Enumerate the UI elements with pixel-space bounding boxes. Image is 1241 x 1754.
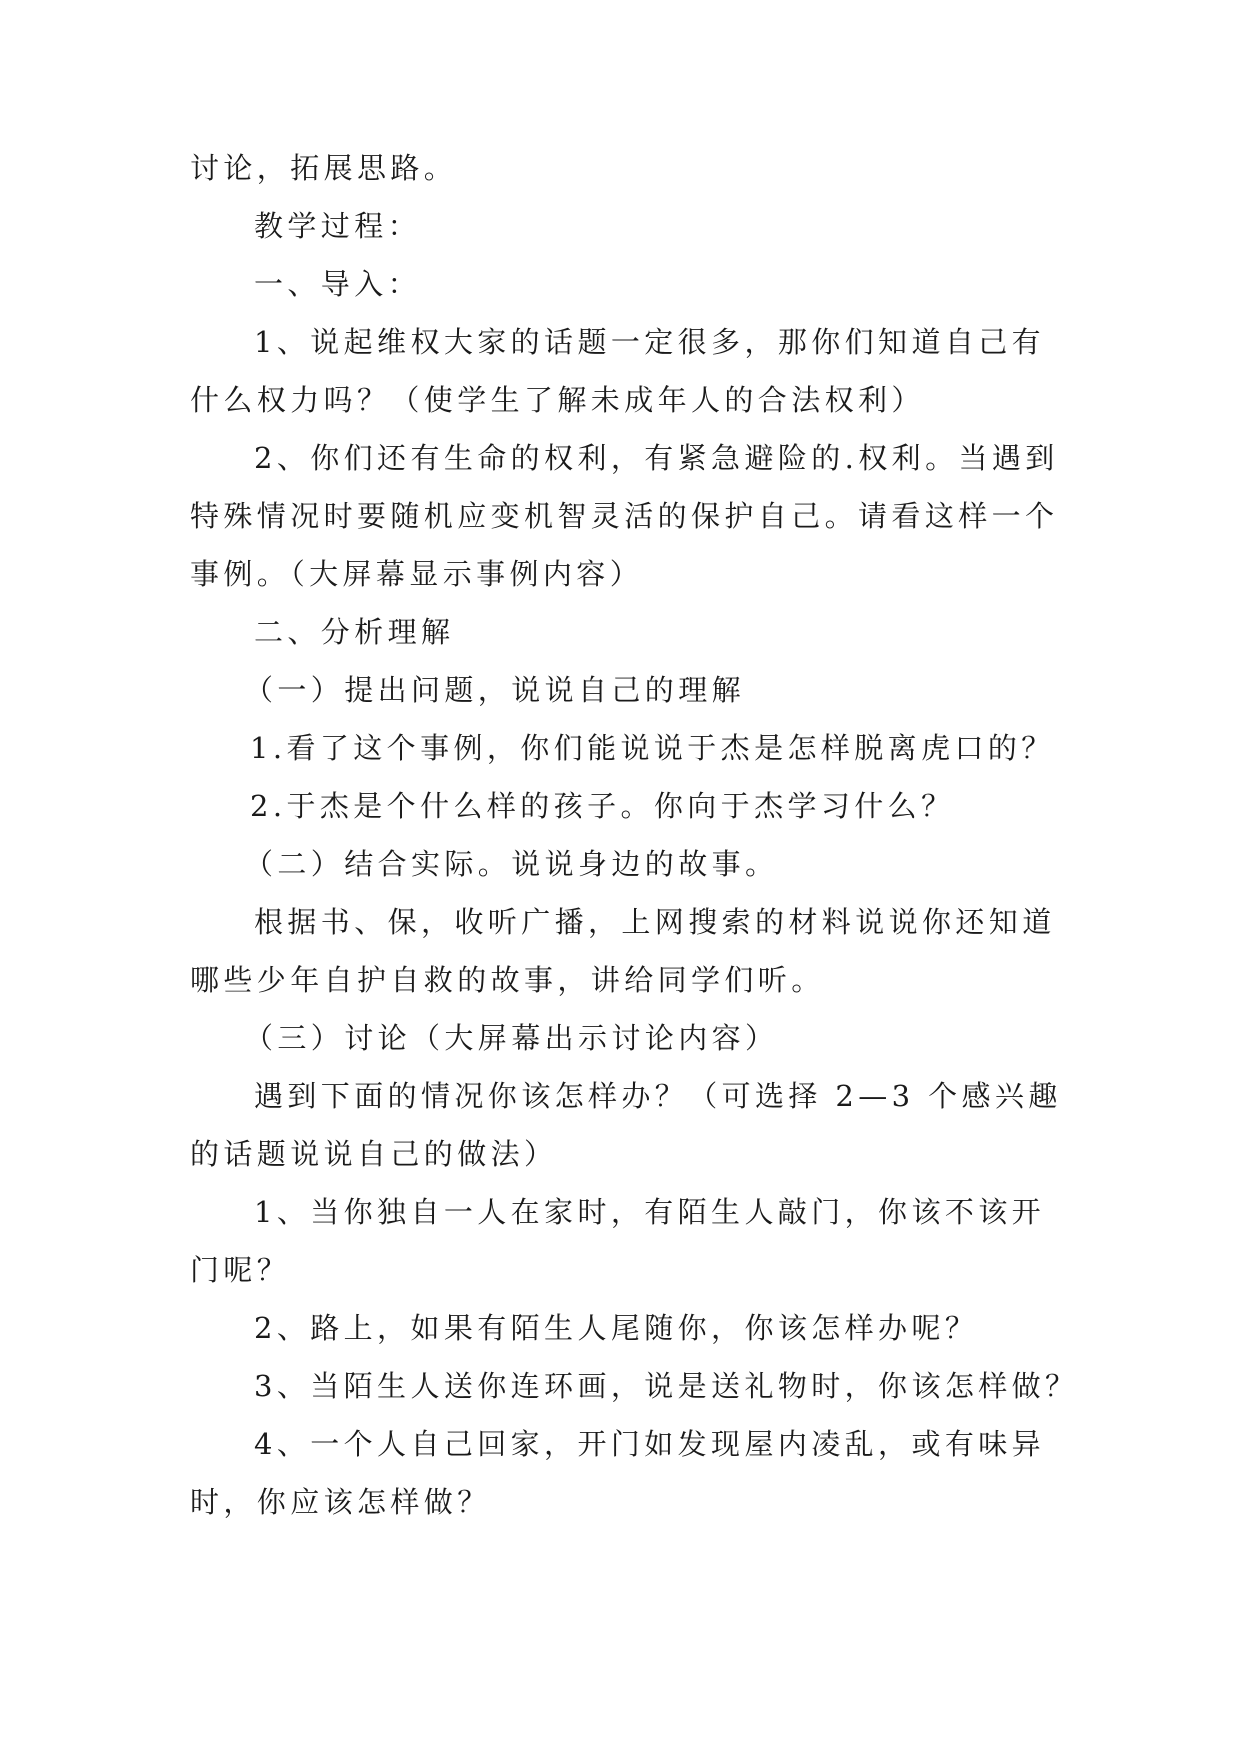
heading-teaching-process: 教学过程：: [254, 209, 422, 243]
text-line: 根据书、保，收听广播，上网搜索的材料说说你还知道: [254, 905, 1056, 939]
subheading-stories: （二）结合实际。说说身边的故事。: [244, 847, 779, 881]
text-line: 2.于杰是个什么样的孩子。你向于杰学习什么？: [250, 789, 955, 823]
text-line: 2、路上，如果有陌生人尾随你，你该怎样办呢？: [254, 1311, 979, 1345]
text-line: 事例。（大屏幕显示事例内容）: [190, 557, 644, 591]
text-line: 2、你们还有生命的权利，有紧急避险的.权利。当遇到: [254, 441, 1059, 475]
text-line: 遇到下面的情况你该怎样办？（可选择 2—3 个感兴趣: [254, 1079, 1062, 1113]
text-line: 门呢？: [190, 1253, 291, 1287]
text-line: 3、当陌生人送你连环画，说是送礼物时，你该怎样做？: [254, 1369, 1079, 1403]
heading-analysis: 二、分析理解: [254, 615, 455, 649]
subheading-questions: （一）提出问题，说说自己的理解: [244, 673, 746, 707]
subheading-discussion: （三）讨论（大屏幕出示讨论内容）: [244, 1021, 779, 1055]
text-line: 1、说起维权大家的话题一定很多，那你们知道自己有: [254, 325, 1046, 359]
text-line: 1、当你独自一人在家时，有陌生人敲门，你该不该开: [254, 1195, 1046, 1229]
text-line: 特殊情况时要随机应变机智灵活的保护自己。请看这样一个: [190, 499, 1059, 533]
text-line: 1.看了这个事例，你们能说说于杰是怎样脱离虎口的？: [250, 731, 1055, 765]
text-line: 讨论，拓展思路。: [190, 151, 458, 185]
text-line: 的话题说说自己的做法）: [190, 1137, 558, 1171]
text-line: 什么权力吗？（使学生了解未成年人的合法权利）: [190, 383, 925, 417]
text-line: 4、一个人自己回家，开门如发现屋内凌乱，或有味异: [254, 1427, 1046, 1461]
heading-introduction: 一、导入：: [254, 267, 422, 301]
text-line: 哪些少年自护自救的故事，讲给同学们听。: [190, 963, 825, 997]
text-line: 时，你应该怎样做？: [190, 1485, 491, 1519]
